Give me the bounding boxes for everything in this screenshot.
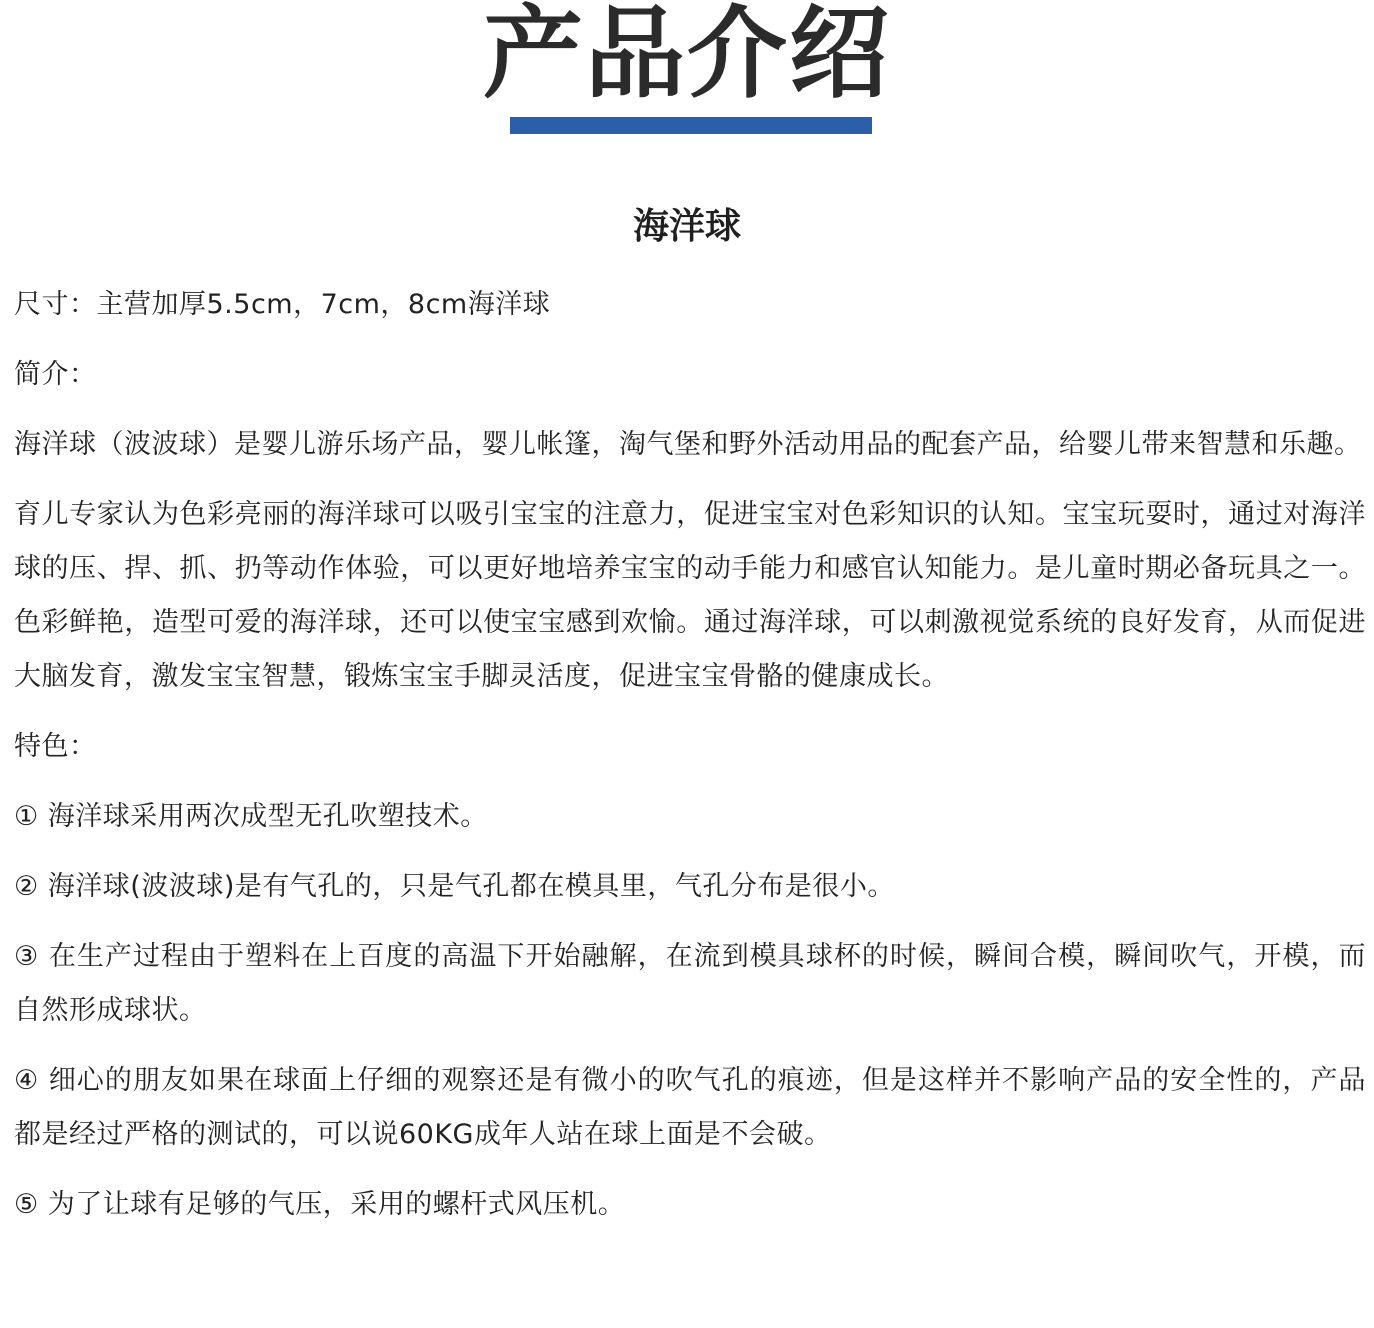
feature-item: ③ 在生产过程由于塑料在上百度的高温下开始融解，在流到模具球杯的时候，瞬间合模，瞬间吹气，开模，而自然形成球状。 bbox=[14, 941, 1366, 1026]
intro-paragraph: 海洋球（波波球）是婴儿游乐场产品，婴儿帐篷，淘气堡和野外活动用品的配套产品，给婴儿带来智慧和乐趣。 bbox=[14, 429, 1362, 460]
feature-item: ② 海洋球(波波球)是有气孔的，只是气孔都在模具里，气孔分布是很小。 bbox=[14, 871, 895, 902]
product-description bbox=[14, 278, 1366, 1248]
size-line: 尺寸：主营加厚5.5cm，7cm，8cm海洋球 bbox=[14, 289, 551, 320]
intro-label: 简介： bbox=[14, 359, 97, 390]
product-name-heading: 海洋球 bbox=[632, 206, 741, 247]
feature-item: ① 海洋球采用两次成型无孔吹塑技术。 bbox=[14, 801, 488, 832]
feature-item: ⑤ 为了让球有足够的气压，采用的螺杆式风压机。 bbox=[14, 1189, 626, 1220]
intro-paragraph: 育儿专家认为色彩亮丽的海洋球可以吸引宝宝的注意力，促进宝宝对色彩知识的认知。宝宝玩耍时，通过对海洋球的压、捍、抓、扔等动作体验，可以更好地培养宝宝的动手能力和感官认知能力。是儿童时期必备玩具之一。色彩鲜艳，造型可爱的海洋球，还可以使宝宝感到欢愉。通过海洋球，可以刺激视觉系统的良好发育，从而促进大脑发育，激发宝宝智慧，锻炼宝宝手脚灵活度，促进宝宝骨骼的健康成长。 bbox=[14, 499, 1366, 692]
feature-item: ④ 细心的朋友如果在球面上仔细的观察还是有微小的吹气孔的痕迹，但是这样并不影响产品的安全性的，产品都是经过严格的测试的，可以说60KG成年人站在球上面是不会破。 bbox=[14, 1065, 1366, 1150]
page-title: 产品介绍 bbox=[483, 0, 891, 112]
features-label: 特色： bbox=[14, 731, 97, 762]
title-underline-bar bbox=[510, 117, 872, 134]
